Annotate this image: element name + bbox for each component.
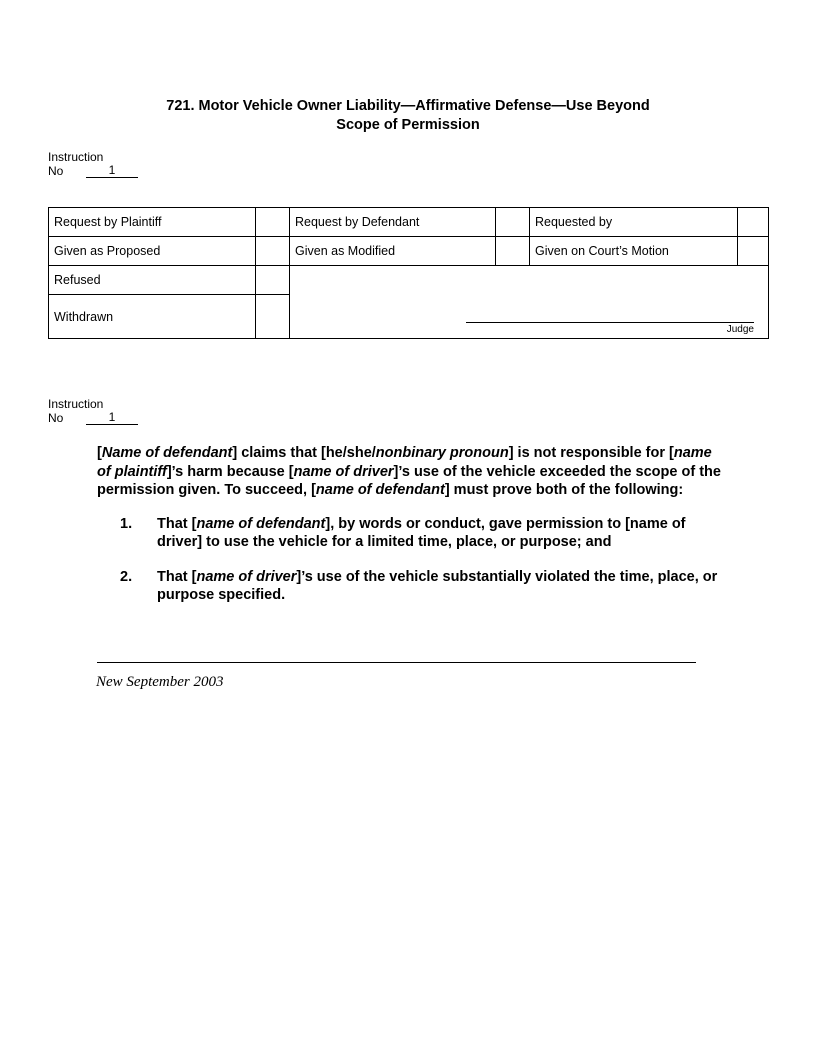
body-text-segment: [ <box>97 445 102 461</box>
instruction-no-label: No <box>48 411 64 425</box>
title-line-1: 721. Motor Vehicle Owner Liability—Affirmative Defense—Use Beyond <box>166 98 650 114</box>
placeholder-text: name of plaintiff <box>97 445 712 480</box>
body-text-segment: That [ <box>157 515 197 532</box>
given-as-proposed-checkbox[interactable] <box>256 237 289 265</box>
revision-history: New September 2003 <box>96 674 224 690</box>
instruction-label: Instruction <box>48 150 104 164</box>
element-text <box>157 568 727 605</box>
instruction-number-top <box>48 150 138 178</box>
withdrawn-label: Withdrawn <box>54 309 114 324</box>
element-item <box>97 515 727 552</box>
given-on-courts-motion-checkbox[interactable] <box>738 237 768 265</box>
section-divider <box>97 662 696 663</box>
request-by-plaintiff-label: Request by Plaintiff <box>54 215 162 229</box>
element-item <box>97 568 727 605</box>
placeholder-text: name of defendant <box>315 482 445 498</box>
placeholder-text: name of driver <box>293 463 394 480</box>
element-number: 1. <box>120 515 133 532</box>
placeholder-text: nonbinary pronoun <box>375 445 509 461</box>
request-by-plaintiff-checkbox[interactable] <box>256 208 289 236</box>
placeholder-text: name of defendant <box>196 515 326 532</box>
refused-checkbox[interactable] <box>256 266 289 294</box>
body-text-segment: ]’s harm because [ <box>166 463 294 480</box>
refused-label: Refused <box>54 273 101 287</box>
requested-by-label: Requested by <box>535 215 613 229</box>
elements-list <box>97 515 727 605</box>
judge-signature-line[interactable] <box>466 322 754 323</box>
title-line-2: Scope of Permission <box>336 117 480 133</box>
element-text <box>157 515 727 552</box>
request-by-defendant-checkbox[interactable] <box>496 208 529 236</box>
placeholder-text: Name of defendant <box>101 445 233 461</box>
judge-label: Judge <box>726 324 754 335</box>
given-as-modified-checkbox[interactable] <box>496 237 529 265</box>
instruction-body <box>97 444 727 621</box>
request-by-defendant-label: Request by Defendant <box>295 215 420 229</box>
instruction-label: Instruction <box>48 397 104 411</box>
body-text-segment: ]’s use of the vehicle substantially violated the time, place, or purpose specified. <box>157 568 718 603</box>
body-text-segment: ] claims that [he/she/ <box>232 445 376 461</box>
instruction-no-value: 1 <box>86 164 138 178</box>
body-text-segment: ] is not responsible for [ <box>508 445 674 461</box>
body-text-segment: ] must prove both of the following: <box>444 482 684 498</box>
instruction-title <box>100 97 716 135</box>
given-as-proposed-label: Given as Proposed <box>54 244 161 258</box>
placeholder-text: name of driver <box>196 568 297 585</box>
instruction-number-bottom <box>48 397 138 425</box>
instruction-intro-paragraph <box>97 444 727 500</box>
instruction-status-form <box>48 207 769 339</box>
given-as-modified-label: Given as Modified <box>295 244 396 258</box>
instruction-no-label: No <box>48 164 64 178</box>
body-text-segment: That [ <box>157 568 197 585</box>
given-on-courts-motion-label: Given on Court’s Motion <box>535 244 669 258</box>
element-number: 2. <box>120 568 133 585</box>
requested-by-field[interactable] <box>738 208 768 236</box>
instruction-no-value: 1 <box>86 411 138 425</box>
withdrawn-checkbox[interactable] <box>256 295 289 338</box>
body-text-segment: ], by words or conduct, gave permission to [name of driver] to use the vehicle for a limited time, place, or purpose; and <box>157 515 686 550</box>
body-text-segment: ]’s use of the vehicle exceeded the scope of the permission given. To succeed, [ <box>97 463 721 498</box>
